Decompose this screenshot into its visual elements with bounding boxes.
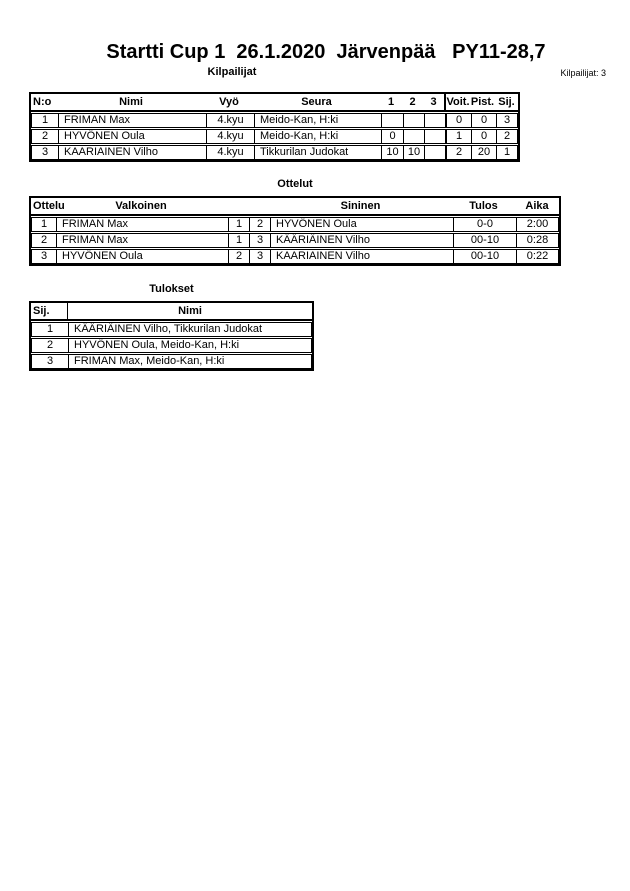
table-row [31, 217, 559, 232]
header-spacer [248, 198, 269, 214]
header-valkoinen: Valkoinen [115, 200, 167, 212]
header-tulos: Tulos [469, 200, 498, 212]
table-row [31, 249, 559, 264]
cell-sij: 1 [46, 323, 54, 335]
cell-vyo: 4.kyu [206, 114, 254, 127]
header-no: N:o [33, 96, 52, 108]
cell-white-no: 2 [228, 250, 249, 263]
cell-no: 3 [41, 146, 49, 158]
table-row [31, 354, 312, 369]
header-ottelu: Ottelu [33, 200, 65, 212]
cell-vyo: 4.kyu [206, 130, 254, 143]
cell-vyo: 4.kyu [206, 146, 254, 159]
cell-blue-name: HYVÖNEN Oula [270, 218, 453, 231]
cell-aika: 0:22 [516, 250, 558, 263]
cell-match-no: 3 [40, 250, 48, 262]
cell-nimi: HYVÖNEN Oula, Meido-Kan, H:ki [68, 339, 311, 352]
header-nimi: Nimi [67, 303, 312, 319]
cell-blue-no: 2 [249, 218, 270, 231]
cell-seura: Tikkurilan Judokat [254, 146, 381, 159]
cell-score-3 [424, 130, 445, 143]
header-round-3: 3 [430, 96, 437, 108]
cell-sij: 1 [496, 146, 517, 159]
cell-white-name: FRIMAN Max [56, 234, 228, 247]
cell-nimi: KÄÄRIÄINEN Vilho, Tikkurilan Judokat [68, 323, 311, 336]
header-seura: Seura [301, 96, 332, 108]
cell-white-name: FRIMAN Max [56, 218, 228, 231]
cell-pist: 0 [471, 114, 496, 127]
cell-no: 2 [41, 130, 49, 142]
cell-no: 1 [41, 114, 49, 126]
cell-blue-no: 3 [249, 234, 270, 247]
cell-score-2 [403, 130, 424, 143]
page-title: Startti Cup 1 26.1.2020 Järvenpää PY11-28,7 [106, 41, 546, 63]
section-title-ottelut: Ottelut [277, 178, 313, 190]
table-row [31, 233, 559, 248]
competitor-count-label: Kilpailijat: 3 [560, 68, 606, 78]
tulokset-table [29, 301, 314, 371]
table-row [31, 145, 518, 160]
table-row [31, 322, 312, 337]
header-aika: Aika [525, 200, 549, 212]
cell-tulos: 0-0 [453, 218, 516, 231]
cell-nimi: FRIMAN Max [58, 114, 206, 127]
header-nimi: Nimi [119, 96, 143, 108]
cell-aika: 0:28 [516, 234, 558, 247]
cell-score-1: 10 [381, 146, 403, 159]
cell-voit: 2 [445, 146, 471, 159]
table-row [31, 113, 518, 128]
table-row [31, 129, 518, 144]
table-row [31, 338, 312, 353]
cell-score-3 [424, 146, 445, 159]
cell-score-2 [403, 114, 424, 127]
cell-sij: 2 [46, 339, 54, 351]
ottelut-table [29, 196, 561, 266]
header-vyo: Vyö [219, 96, 239, 108]
header-round-2: 2 [409, 96, 416, 108]
section-title-tulokset: Tulokset [149, 283, 194, 295]
cell-aika: 2:00 [516, 218, 558, 231]
cell-match-no: 2 [40, 234, 48, 246]
header-voit: Voit. [444, 94, 470, 110]
cell-blue-name: KAARIAINEN Vilho [270, 250, 453, 263]
cell-tulos: 00-10 [453, 250, 516, 263]
cell-score-1 [381, 114, 403, 127]
cell-pist: 20 [471, 146, 496, 159]
cell-score-3 [424, 114, 445, 127]
section-title-kilpailijat: Kilpailijat [207, 66, 257, 78]
cell-score-1: 0 [381, 130, 403, 143]
cell-score-2: 10 [403, 146, 424, 159]
tulokset-header-row [31, 303, 312, 321]
header-sij: Sij. [498, 96, 515, 108]
cell-voit: 0 [445, 114, 471, 127]
header-sininen: Sininen [340, 200, 381, 212]
cell-match-no: 1 [40, 218, 48, 230]
cell-pist: 0 [471, 130, 496, 143]
kilpailijat-table [29, 92, 520, 162]
ottelut-header-row [31, 198, 559, 216]
cell-nimi: KAARIAINEN Vilho [58, 146, 206, 159]
cell-nimi: HYVÖNEN Oula [58, 130, 206, 143]
cell-white-name: HYVÖNEN Oula [56, 250, 228, 263]
header-spacer [227, 198, 248, 214]
cell-sij: 3 [46, 355, 54, 367]
cell-voit: 1 [445, 130, 471, 143]
header-round-1: 1 [387, 96, 395, 108]
header-sij: Sij. [33, 305, 50, 317]
cell-tulos: 00-10 [453, 234, 516, 247]
cell-sij: 3 [496, 114, 517, 127]
header-pist: Pist. [470, 96, 495, 108]
cell-blue-name: KÄÄRIÄINEN Vilho [270, 234, 453, 247]
cell-blue-no: 3 [249, 250, 270, 263]
cell-nimi: FRIMAN Max, Meido-Kan, H:ki [68, 355, 311, 368]
kilpailijat-header-row [31, 94, 518, 112]
cell-seura: Meido-Kan, H:ki [254, 114, 381, 127]
cell-white-no: 1 [228, 234, 249, 247]
cell-white-no: 1 [228, 218, 249, 231]
cell-sij: 2 [496, 130, 517, 143]
cell-seura: Meido-Kan, H:ki [254, 130, 381, 143]
